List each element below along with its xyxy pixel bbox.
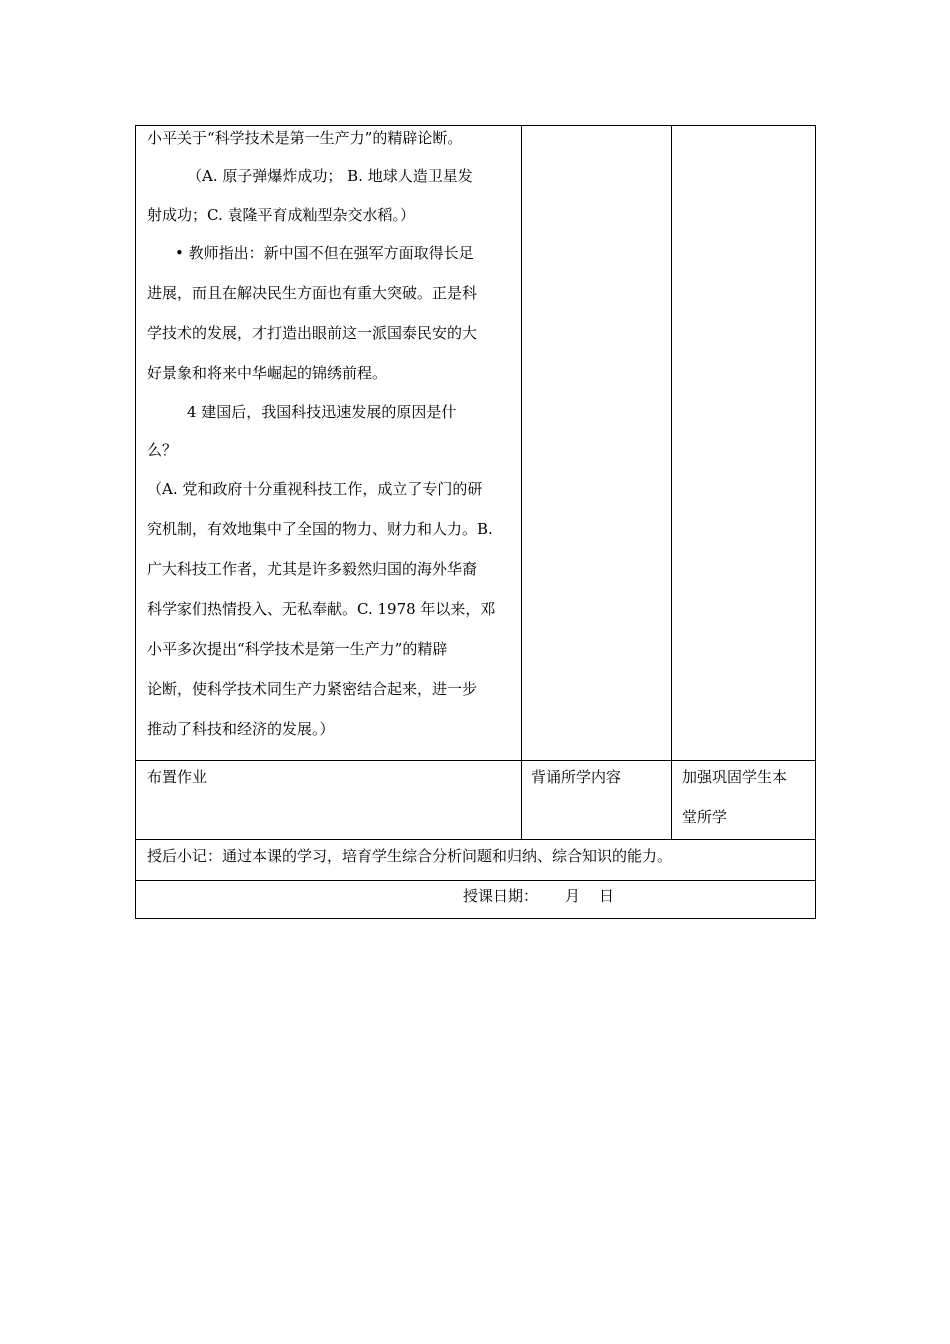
homework-intent: 堂所学	[682, 808, 728, 826]
main-cell-line: 学技术的发展，才打造出眼前这一派国泰民安的大	[147, 324, 478, 342]
main-cell-line: 科学家们热情投入、无私奉献。C. 1978 年以来，邓	[147, 600, 496, 618]
homework-student-activity: 背诵所学内容	[531, 768, 622, 786]
post-class-reflection: 授后小记：通过本课的学习，培育学生综合分析问题和归纳、综合知识的能力。	[147, 847, 673, 865]
main-cell-line: （A. 原子弹爆炸成功； B. 地球人造卫星发	[187, 167, 473, 185]
homework-intent: 加强巩固学生本	[682, 768, 788, 786]
main-cell-line: • 教师指出：新中国不但在强军方面取得长足	[175, 244, 474, 262]
main-cell-line: 论断，使科学技术同生产力紧密结合起来，进一步	[147, 680, 478, 698]
main-cell-line: 广大科技工作者，尤其是许多毅然归国的海外华裔	[147, 560, 478, 578]
row-divider-3	[136, 880, 815, 881]
row-divider-2	[136, 839, 815, 840]
main-cell-line: 么？	[147, 441, 178, 459]
row-divider-1	[136, 760, 815, 761]
main-cell-line: （A. 党和政府十分重视科技工作，成立了专门的研	[147, 480, 483, 498]
main-cell-line: 好景象和将来中华崛起的锦绣前程。	[147, 364, 388, 382]
column-divider-1	[521, 126, 522, 839]
main-cell-line: 小平多次提出“科学技术是第一生产力”的精辟	[147, 640, 448, 658]
main-cell-line: 进展，而且在解决民生方面也有重大突破。正是科	[147, 284, 478, 302]
main-cell-line: 推动了科技和经济的发展。）	[147, 720, 335, 738]
main-cell-line: 小平关于“科学技术是第一生产力”的精辟论断。	[147, 129, 463, 147]
column-divider-2	[671, 126, 672, 839]
lesson-plan-table	[135, 125, 816, 919]
date-label: 授课日期：	[463, 887, 539, 905]
main-cell-line: 究机制，有效地集中了全国的物力、财力和人力。B.	[147, 520, 493, 538]
main-cell-line: 射成功；C. 袁隆平育成籼型杂交水稻。）	[147, 206, 415, 224]
main-cell-line: 4 建国后，我国科技迅速发展的原因是什	[187, 403, 457, 421]
date-month: 月	[565, 887, 581, 905]
date-day: 日	[599, 887, 615, 905]
homework-label: 布置作业	[147, 768, 208, 786]
